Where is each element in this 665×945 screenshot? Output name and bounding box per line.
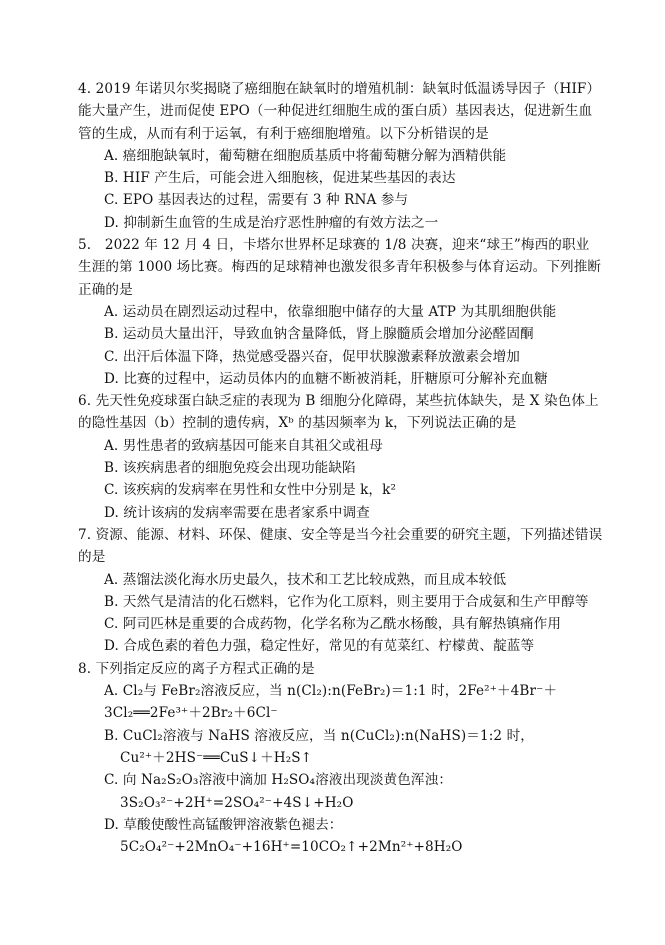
- question-stem: 7. 资源、能源、材料、环保、健康、安全等是当今社会重要的研究主题，下列描述错误的是: [78, 526, 603, 566]
- question-6: [78, 390, 603, 524]
- option-a: A. 蒸馏法淡化海水历史最久，技术和工艺比较成熟，而且成本较低: [104, 571, 507, 588]
- question-stem: 8. 下列指定反应的离子方程式正确的是: [78, 660, 315, 677]
- option-b: B. CuCl₂溶液与 NaHS 溶液反应，当 n(CuCl₂):n(NaHS)＝1:2 时，: [104, 727, 534, 744]
- option-b-equation: Cu²⁺＋2HS⁻══CuS↓＋H₂S↑: [120, 749, 313, 766]
- option-b: B. 运动员大量出汗，导致血钠含量降低，肾上腺髓质会增加分泌醛固酮: [104, 326, 534, 343]
- option-b: B. HIF 产生后，可能会进入细胞核，促进某些基因的表达: [104, 170, 456, 187]
- option-b: B. 该疾病患者的细胞免疫会出现功能缺陷: [104, 460, 356, 477]
- option-a: A. 癌细胞缺氧时，葡萄糖在细胞质基质中将葡萄糖分解为酒精供能: [104, 147, 507, 164]
- question-list: [78, 78, 603, 858]
- option-c-equation: 3S₂O₃²⁻+2H⁺=2SO₄²⁻+4S↓+H₂O: [120, 794, 354, 811]
- option-c: C. 该疾病的发病率在男性和女性中分别是 k，k²: [104, 482, 396, 499]
- question-stem: 4. 2019 年诺贝尔奖揭晓了癌细胞在缺氧时的增殖机制：缺氧时低温诱导因子（HIF）能大量产生，进而促使 EPO（一种促进红细胞生成的蛋白质）基因表达，促进新生血管的生成，从而有利于运氧，有利于癌细胞增殖。以下分析错误的是: [78, 81, 601, 142]
- question-4: [78, 78, 603, 234]
- option-a: A. 运动员在剧烈运动过程中，依靠细胞中储存的大量 ATP 为其肌细胞供能: [104, 303, 557, 320]
- option-d: D. 草酸使酸性高锰酸钾溶液紫色褪去：: [104, 816, 343, 833]
- option-c: C. 出汗后体温下降，热觉感受器兴奋，促甲状腺激素释放激素会增加: [104, 348, 520, 365]
- option-c: C. EPO 基因表达的过程，需要有 3 种 RNA 参与: [104, 192, 409, 209]
- option-a: A. 男性患者的致病基因可能来自其祖父或祖母: [104, 437, 383, 454]
- option-d-equation: 5C₂O₄²⁻+2MnO₄⁻+16H⁺=10CO₂↑+2Mn²⁺+8H₂O: [120, 839, 463, 856]
- option-b: B. 天然气是清洁的化石燃料，它作为化工原料，则主要用于合成氨和生产甲醇等: [104, 593, 589, 610]
- question-stem: 6. 先天性免疫球蛋白缺乏症的表现为 B 细胞分化障碍，某些抗体缺失，是 X 染色体上的隐性基因（b）控制的遗传病，Xᵇ 的基因频率为 k，下列说法正确的是: [78, 393, 599, 432]
- question-stem: 5. 2022 年 12 月 4 日，卡塔尔世界杯足球赛的 1/8 决赛，迎来“球王”梅西的职业生涯的第 1000 场比赛。梅西的足球精神也激发很多青年积极参与体育运动。下列推断正确的是: [78, 237, 602, 298]
- option-a: A. Cl₂与 FeBr₂溶液反应，当 n(Cl₂):n(FeBr₂)＝1:1 时，2Fe²⁺＋4Br⁻＋3Cl₂══2Fe³⁺＋2Br₂＋6Cl⁻: [104, 683, 558, 722]
- option-c: C. 阿司匹林是重要的合成药物，化学名称为乙酰水杨酸，具有解热镇痛作用: [104, 616, 562, 633]
- question-7: [78, 524, 603, 658]
- option-d: D. 合成色素的着色力强，稳定性好，常见的有苋菜红、柠檬黄、靛蓝等: [104, 638, 535, 655]
- option-d: D. 比赛的过程中，运动员体内的血糖不断被消耗，肝糖原可分解补充血糖: [104, 370, 548, 387]
- question-5: [78, 234, 603, 390]
- option-c: C. 向 Na₂S₂O₃溶液中滴加 H₂SO₄溶液出现淡黄色浑浊：: [104, 772, 453, 789]
- question-8: [78, 658, 603, 859]
- option-d: D. 统计该病的发病率需要在患者家系中调查: [104, 504, 370, 521]
- option-d: D. 抑制新生血管的生成是治疗恶性肿瘤的有效方法之一: [104, 214, 439, 231]
